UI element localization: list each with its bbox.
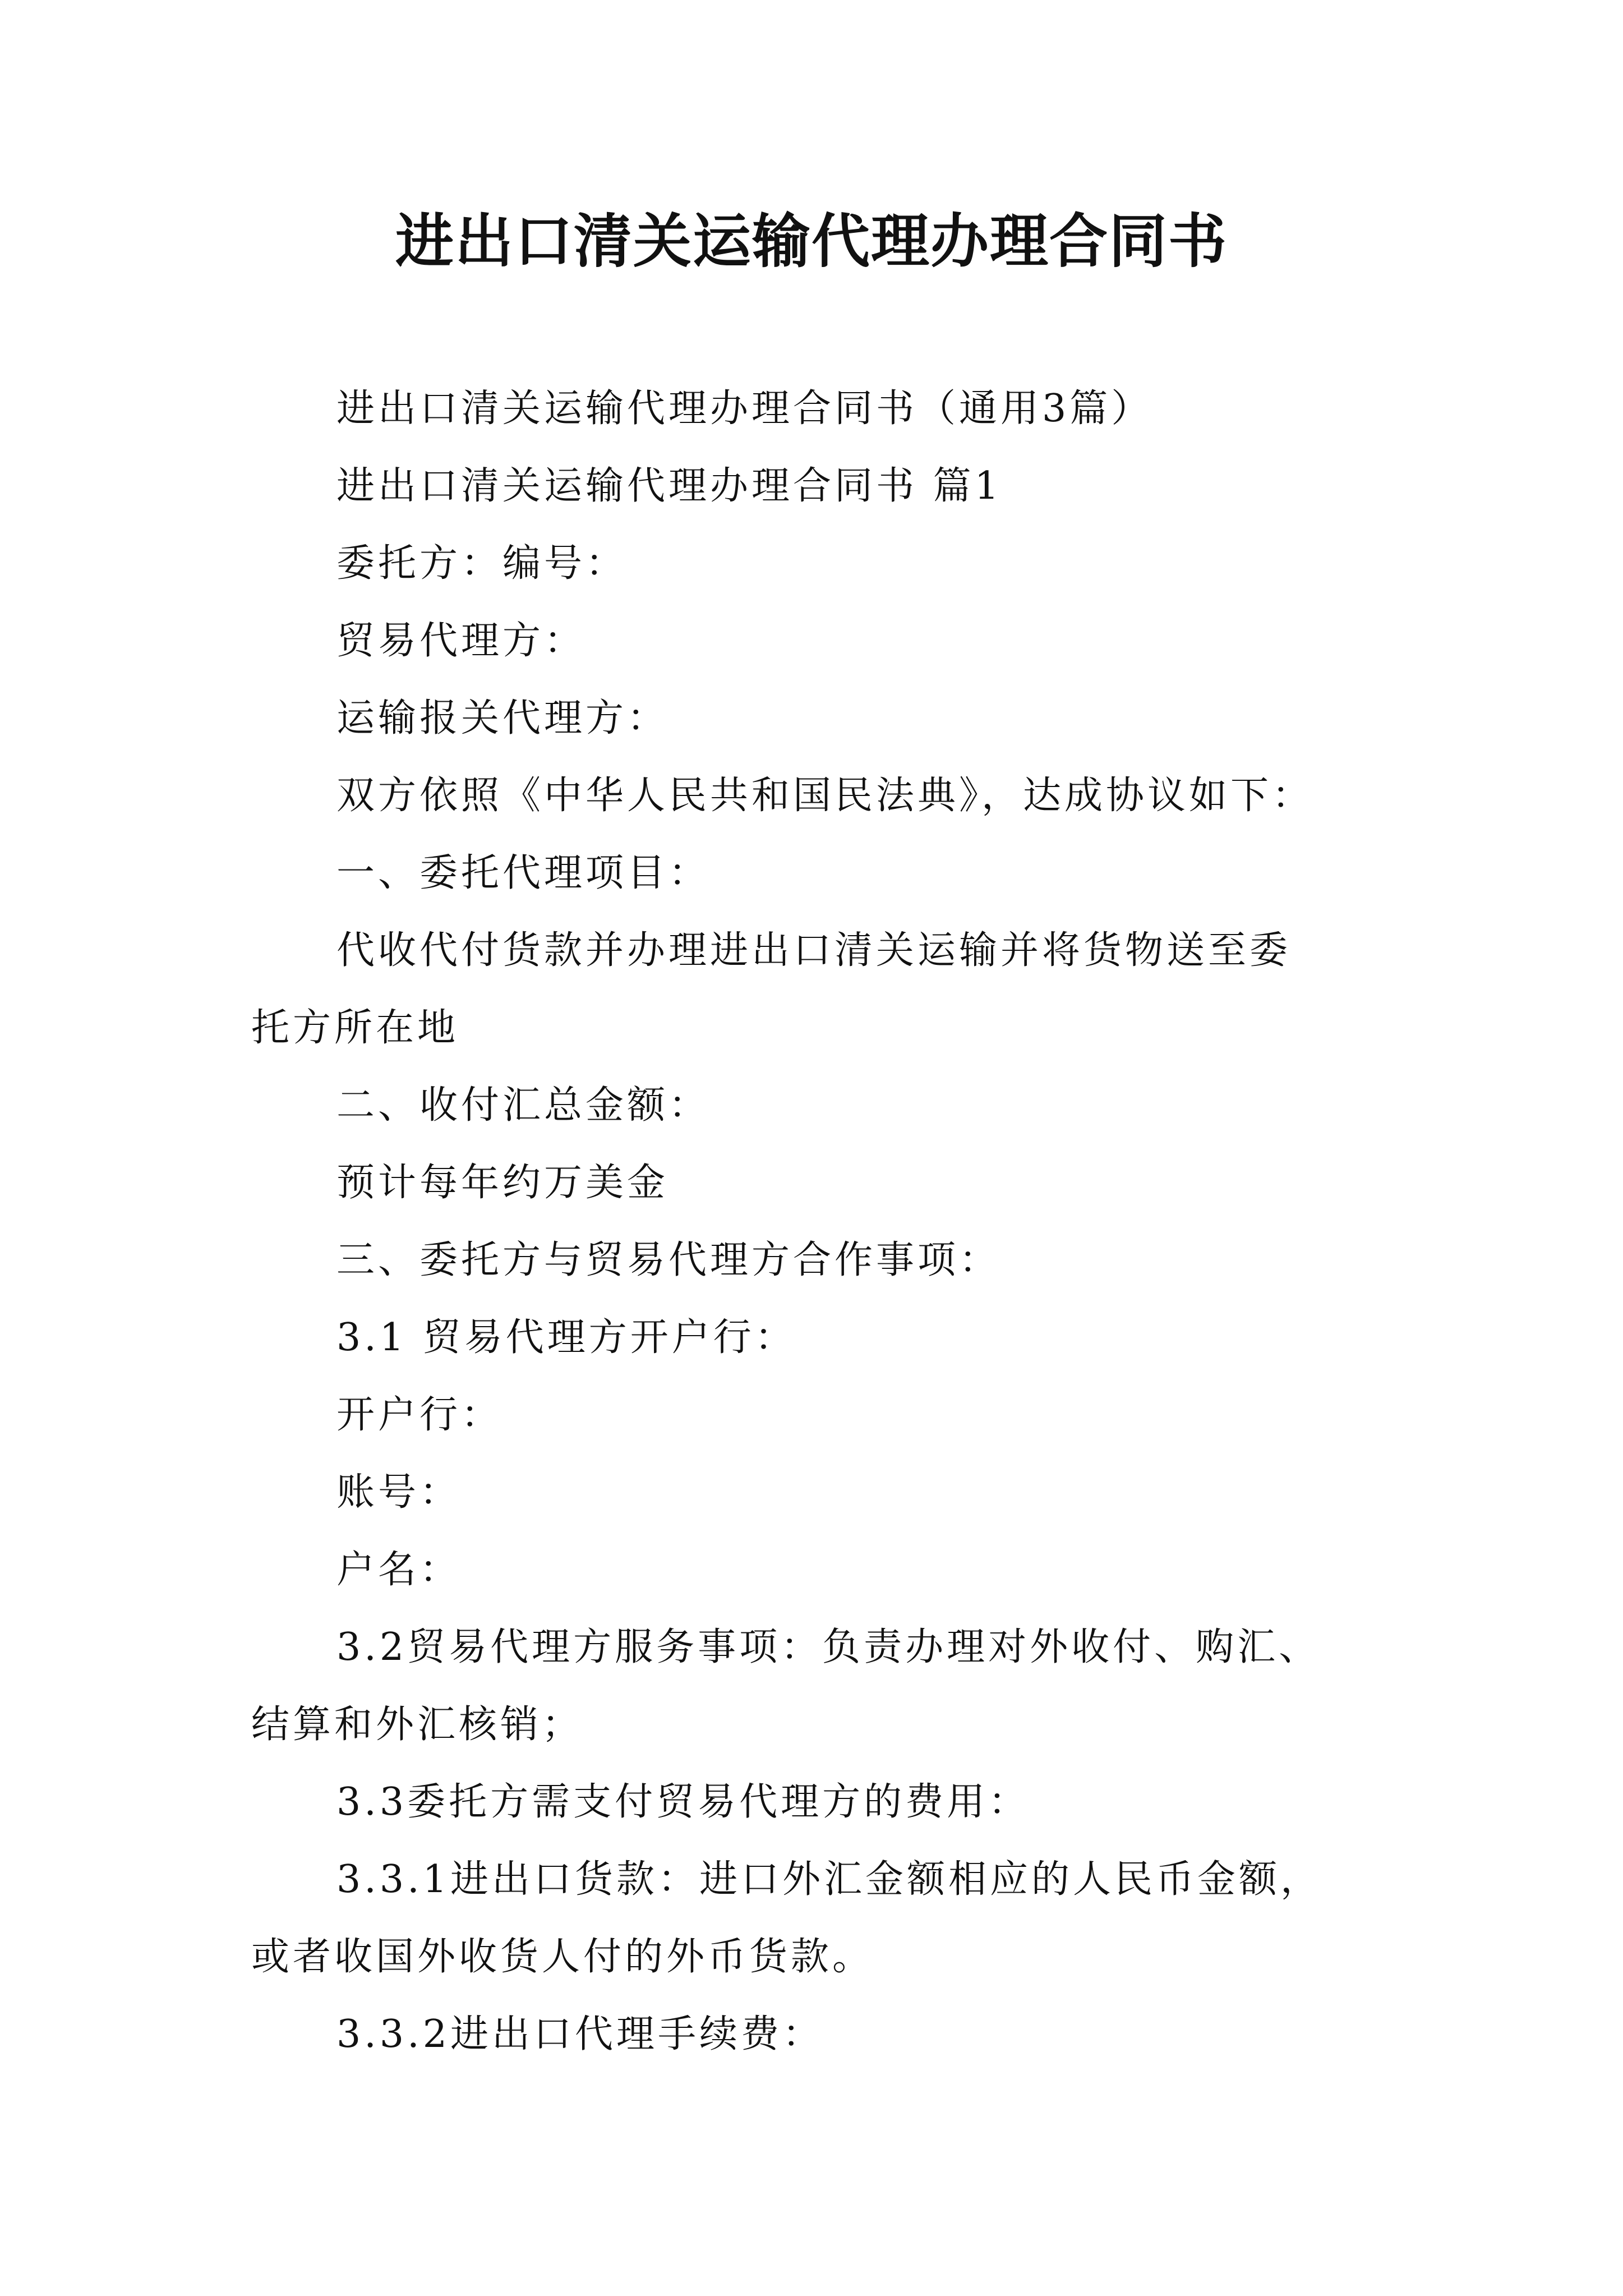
paragraph-line: 3.2贸易代理方服务事项：负责办理对外收付、购汇、 [336, 1625, 1321, 1669]
paragraph-line: 委托方：编号： [336, 541, 628, 586]
paragraph-line: 开户行： [336, 1393, 503, 1437]
section-heading: 进出口清关运输代理办理合同书 篇1 [336, 464, 1002, 508]
subtitle-line: 进出口清关运输代理办理合同书（通用3篇） [336, 386, 1153, 431]
paragraph-line: 3.3.2进出口代理手续费： [336, 2012, 824, 2056]
document-body [251, 370, 1384, 2073]
paragraph-line: 二、收付汇总金额： [336, 1083, 711, 1128]
paragraph-line: 运输报关代理方： [336, 696, 669, 740]
paragraph-line-continued: 或者收国外收货人付的外币货款。 [251, 1935, 874, 1979]
paragraph-line-continued: 结算和外汇核销； [251, 1703, 584, 1747]
paragraph-line: 代收代付货款并办理进出口清关运输并将货物送至委 [336, 928, 1292, 973]
paragraph-line: 三、委托方与贸易代理方合作事项： [336, 1238, 1001, 1282]
paragraph-line: 3.1 贸易代理方开户行： [336, 1315, 796, 1360]
paragraph-line: 3.3.1进出口货款：进口外汇金额相应的人民币金额， [336, 1857, 1322, 1902]
paragraph-line: 双方依照《中华人民共和国民法典》，达成协议如下： [336, 774, 1314, 818]
paragraph-line: 预计每年约万美金 [336, 1161, 669, 1205]
paragraph-line: 3.3委托方需支付贸易代理方的费用： [336, 1780, 1030, 1824]
paragraph-line: 一、委托代理项目： [336, 851, 711, 895]
paragraph-line: 贸易代理方： [336, 619, 586, 663]
paragraph-line-continued: 托方所在地 [251, 1006, 459, 1050]
paragraph-line: 户名： [336, 1548, 462, 1592]
paragraph-line: 账号： [336, 1470, 462, 1515]
document-title: 进出口清关运输代理办理合同书 [395, 206, 1228, 275]
